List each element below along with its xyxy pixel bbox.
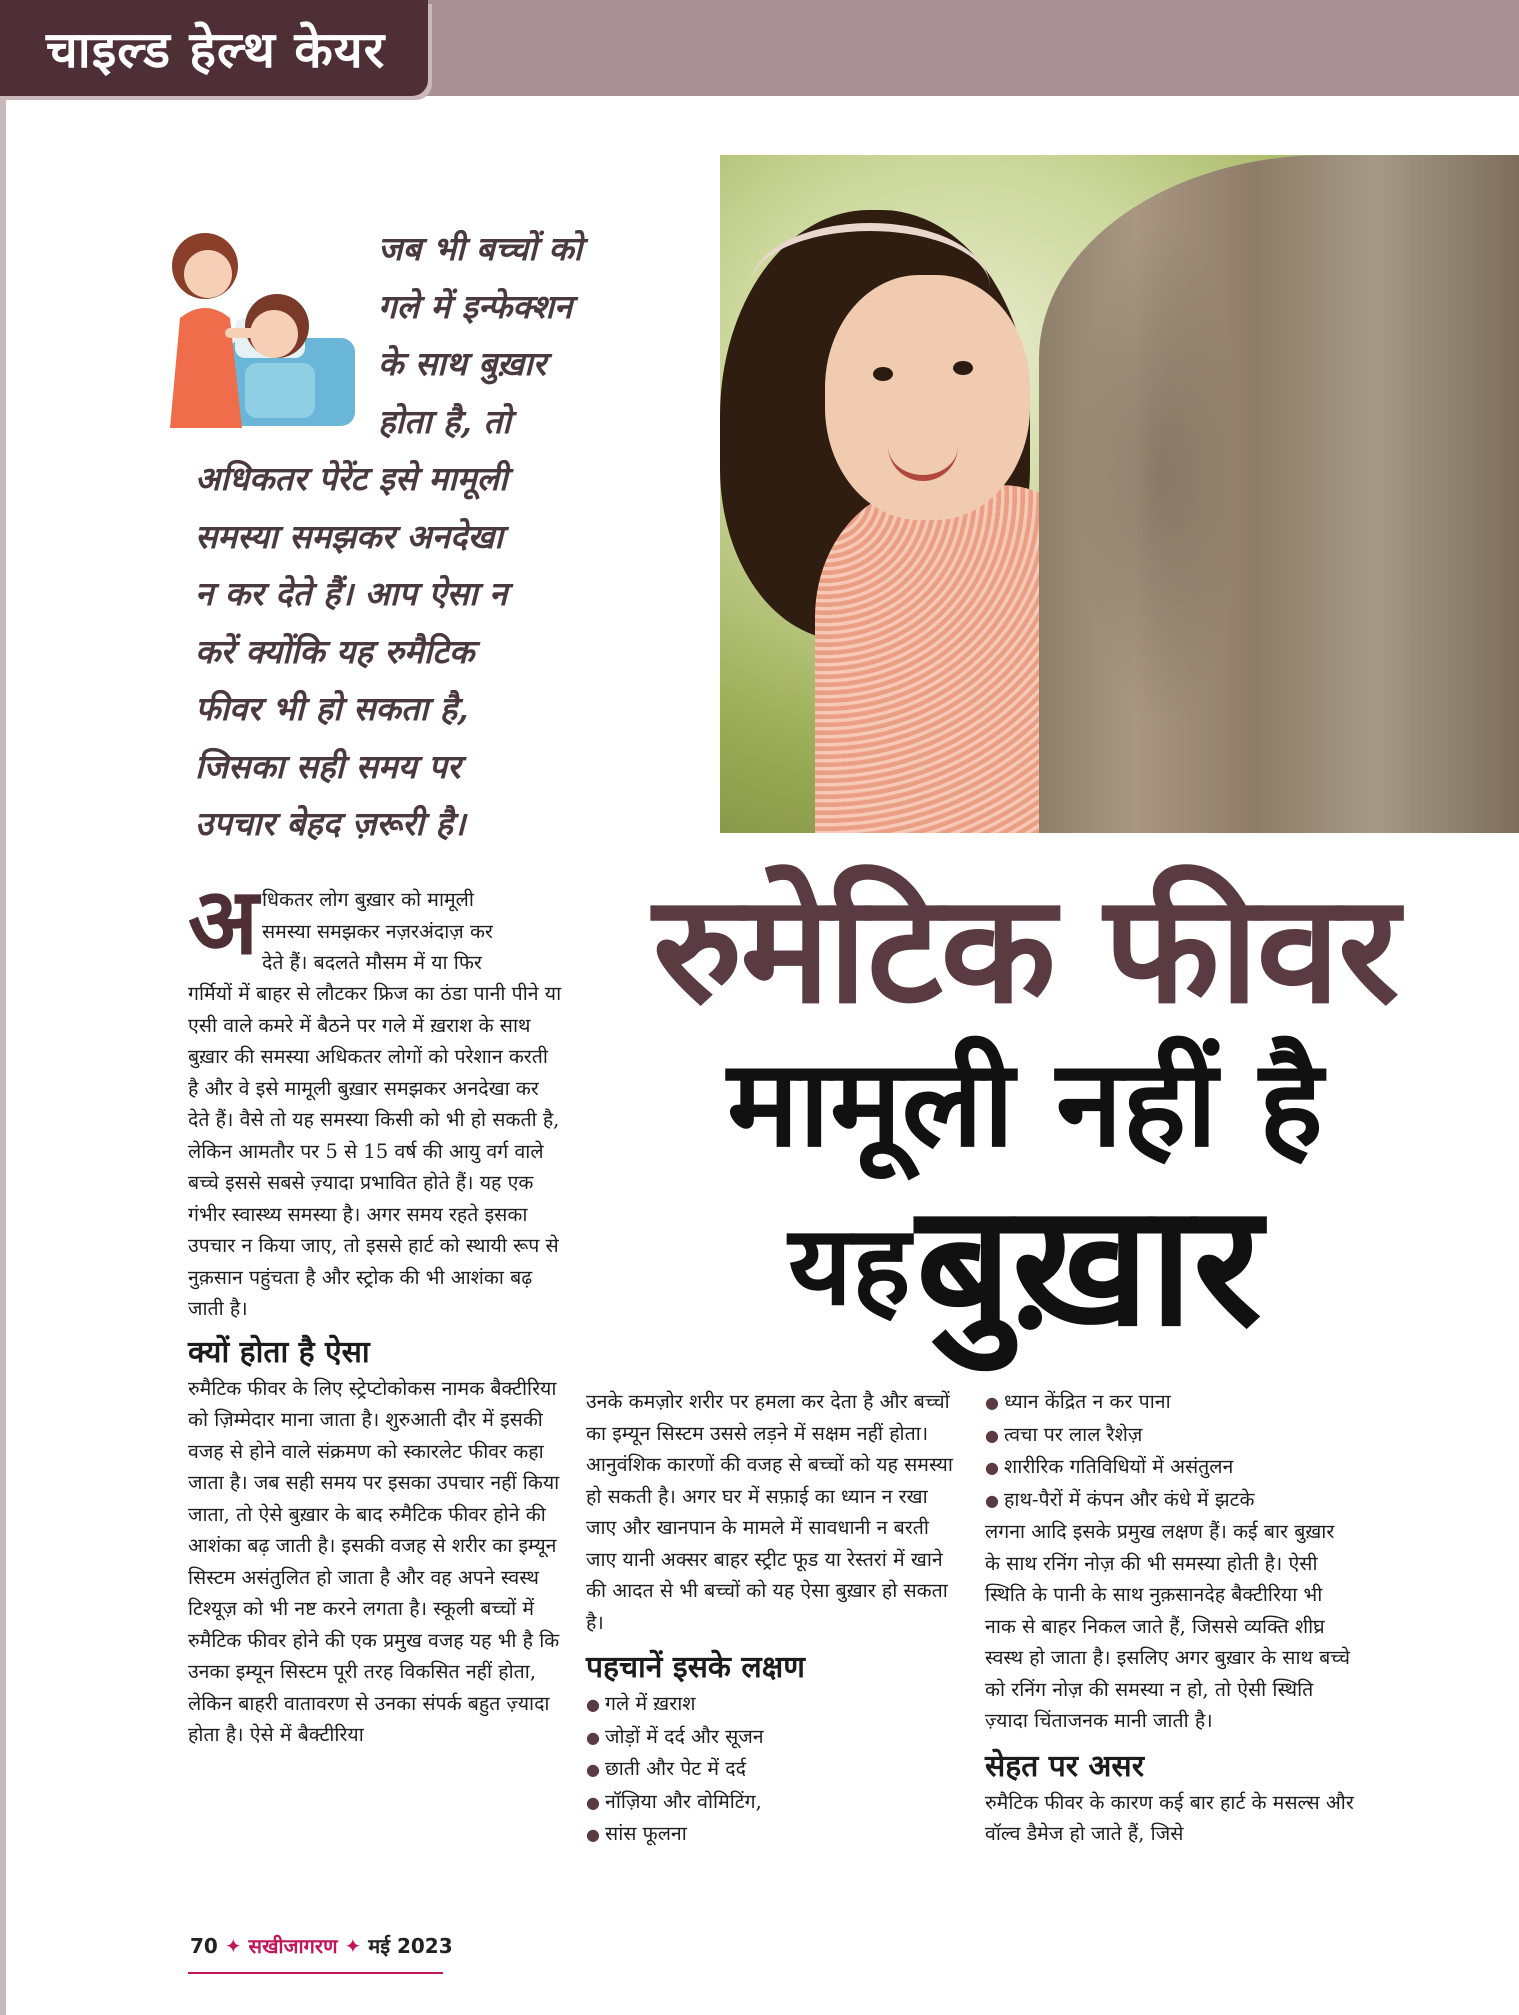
article-column-3: [985, 1386, 1355, 1850]
side-rule: [0, 96, 6, 2015]
section-title: चाइल्ड हेल्थ केयर: [46, 21, 386, 79]
hero-photo: [720, 155, 1519, 833]
footer-rule: [188, 1972, 443, 1974]
intro-line: करें क्योंकि यह रुमैटिक: [195, 631, 475, 671]
article-paragraph: उनके कमज़ोर शरीर पर हमला कर देता है और बच्चों का इम्यून सिस्टम उससे लड़ने में सक्षम नहीं होता। आनुवंशिक कारणों की वजह से बच्चों को यह समस्या हो सकती है। अगर घर में सफ़ाई का ध्यान न रखा जाए और खानपान के मामले में सावधानी न बरती जाए यानी अक्सर बाहर स्ट्रीट फूड या रेस्तरां में खाने की आदत से भी बच्चों को यह ऐसा बुख़ार हो सकता है।: [586, 1390, 953, 1634]
intro-line: जब भी बच्चों को: [378, 229, 583, 268]
girl-eye-right: [953, 361, 973, 375]
article-line: धिकतर लोग बुख़ार को मामूली: [262, 888, 474, 911]
headline-word-bukhar: बुख़ार: [916, 1167, 1262, 1364]
list-item: ● हाथ-पैरों में कंपन और कंधे में झटके: [985, 1484, 1355, 1517]
intro-line: फीवर भी हो सकता है,: [195, 689, 469, 728]
list-item: ● ध्यान केंद्रित न कर पाना: [985, 1386, 1355, 1419]
page-number: 70: [190, 1934, 218, 1958]
intro-line: अधिकतर पेरेंट इसे मामूली: [195, 459, 508, 498]
headline-line-3: [560, 1167, 1490, 1364]
footer-separator: ✦: [224, 1934, 242, 1958]
heading-why: क्यों होता है ऐसा: [188, 1334, 370, 1370]
list-item: ● गले में ख़राश: [586, 1688, 956, 1721]
article-column-1: [188, 978, 563, 1751]
article-paragraph: रुमैटिक फीवर के कारण कई बार हार्ट के मसल्स और वॉल्व डैमेज हो जाते हैं, जिसे: [985, 1790, 1354, 1845]
footer-separator: ✦: [344, 1934, 362, 1958]
headline-line-2: मामूली नहीं है: [727, 1035, 1323, 1174]
article-line: देते हैं। बदलते मौसम में या फिर: [262, 951, 482, 974]
symptom-list-b: [985, 1386, 1355, 1516]
article-column-2: [586, 1386, 956, 1851]
list-item: ● शारीरिक गतिविधियों में असंतुलन: [985, 1451, 1355, 1484]
list-item: ● सांस फूलना: [586, 1818, 956, 1851]
heading-symptoms: पहचानें इसके लक्षण: [586, 1650, 805, 1685]
article-opening-lines: [262, 884, 562, 979]
intro-line: न कर देते हैं। आप ऐसा न: [195, 574, 508, 613]
headline-word-yah: यह: [788, 1201, 911, 1330]
drop-cap: अ: [188, 868, 259, 975]
article-paragraph: लगना आदि इसके प्रमुख लक्षण हैं। कई बार बुख़ार के साथ रनिंग नोज़ की भी समस्या होती है। ऐसी स्थिति के पानी के साथ नुक़सानदेह बैक्टीरिया भी नाक से बाहर निकल जाते हैं, जिससे व्यक्ति शीघ्र स्वस्थ हो जाता है। इसलिए अगर बुख़ार के साथ बच्चे को रनिंग नोज़ की समस्या न हो, तो ऐसी स्थिति ज़्यादा चिंताजनक मानी जाती है।: [985, 1520, 1351, 1732]
intro-line: होता है, तो: [378, 401, 511, 441]
intro-line: समस्या समझकर अनदेखा: [195, 516, 503, 556]
intro-line: गले में इन्फेक्शन: [378, 286, 573, 326]
magazine-brand: सखीजागरण: [248, 1934, 338, 1958]
section-tab: [0, 0, 428, 96]
intro-line: जिसका सही समय पर: [195, 746, 461, 786]
page-footer: [190, 1932, 453, 1959]
issue-date: मई 2023: [368, 1934, 453, 1958]
article-paragraph: गर्मियों में बाहर से लौटकर फ्रिज का ठंडा पानी पीने या एसी वाले कमरे में बैठने पर गले में ख़राश के साथ बुख़ार की समस्या अधिकतर लोगों को परेशान करती है और वे इसे मामूली बुख़ार समझकर अनदेखा कर देते हैं। वैसे तो यह समस्या किसी को भी हो सकती है, लेकिन आमतौर पर 5 से 15 वर्ष की आयु वर्ग वाले बच्चे इससे सबसे ज़्यादा प्रभावित होते हैं। यह एक गंभीर स्वास्थ्य समस्या है। अगर समय रहते इसका उपचार न किया जाए, तो इससे हार्ट को स्थायी रूप से नुक़सान पहुंचता है और स्ट्रोक की भी आशंका बढ़ जाती है।: [188, 982, 562, 1320]
headline-line-1: रुमेटिक फीवर: [652, 863, 1398, 1037]
girl-eye-left: [873, 367, 893, 381]
tree-trunk: [1039, 155, 1519, 833]
list-item: ● नॉज़िया और वोमिटिंग,: [586, 1786, 956, 1819]
headline: [560, 863, 1490, 1364]
article-line: समस्या समझकर नज़रअंदाज़ कर: [262, 919, 493, 943]
list-item: ● जोड़ों में दर्द और सूजन: [586, 1721, 956, 1754]
list-item: ● त्वचा पर लाल रैशेज़: [985, 1419, 1355, 1452]
list-item: ● छाती और पेट में दर्द: [586, 1753, 956, 1786]
intro-line: उपचार बेहद ज़रूरी है।: [195, 804, 466, 843]
intro-blurb: [195, 220, 675, 853]
heading-effect: सेहत पर असर: [985, 1748, 1144, 1784]
intro-line: के साथ बुख़ार: [378, 344, 547, 383]
girl-headband: [750, 223, 990, 351]
symptom-list-a: [586, 1688, 956, 1851]
article-paragraph: रुमैटिक फीवर के लिए स्ट्रेप्टोकोकस नामक बैक्टीरिया को ज़िम्मेदार माना जाता है। शुरुआती दौर में इसकी वजह से होने वाले संक्रमण को स्कारलेट फीवर कहा जाता है। जब सही समय पर इसका उपचार नहीं किया जाता, तो ऐसे बुख़ार के बाद रुमैटिक फीवर होने की आशंका बढ़ जाती है। इसकी वजह से शरीर का इम्यून सिस्टम असंतुलित हो जाता है और वह अपने स्वस्थ टिश्यूज़ को भी नष्ट करने लगता है। स्कूली बच्चों में रुमैटिक फीवर होने की एक प्रमुख वजह यह भी है कि उनका इम्यून सिस्टम पूरी तरह विकसित नहीं होता, लेकिन बाहरी वातावरण से उनका संपर्क बहुत ज़्यादा होता है। ऐसे में बैक्टीरिया: [188, 1376, 560, 1746]
